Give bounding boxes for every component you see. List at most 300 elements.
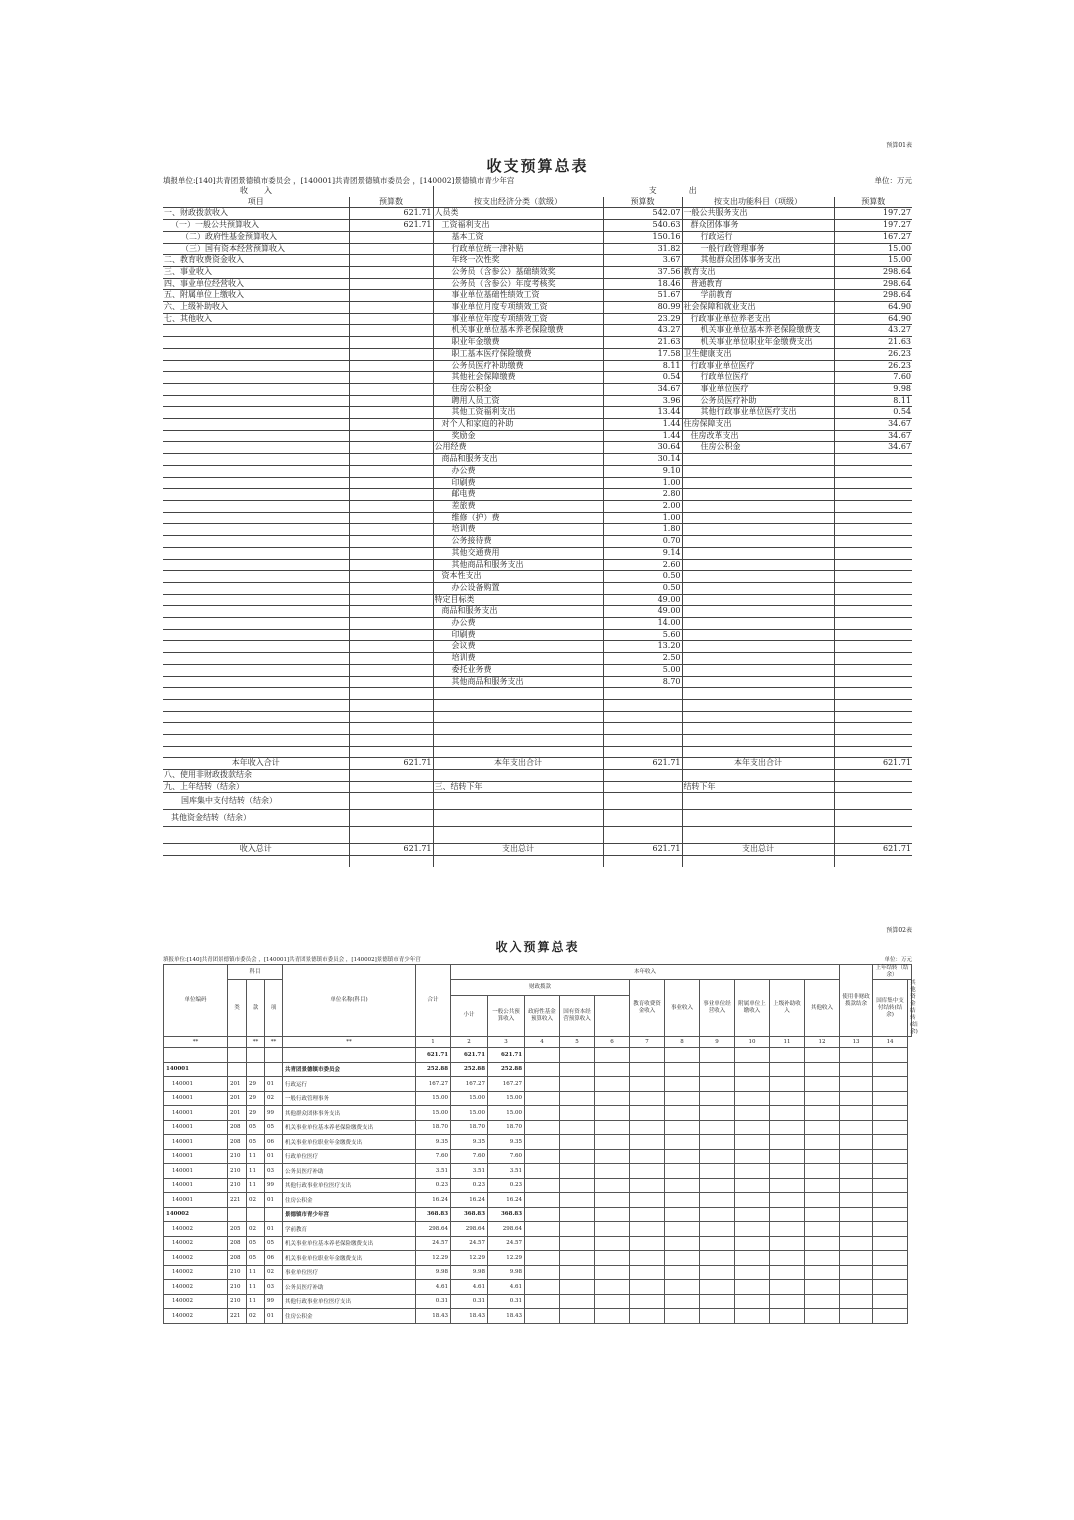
income-item bbox=[163, 641, 349, 653]
reporting-unit: 填报单位:[140]共青团景德镇市委员会 ，[140001]共青团景德镇市委员会 ，[140002]景德镇市青少年宫 bbox=[163, 176, 515, 185]
empty-row bbox=[163, 723, 912, 735]
cell-empty bbox=[770, 1120, 805, 1135]
econ-budget: 8.70 bbox=[603, 676, 682, 688]
cell-gen: 15.00 bbox=[488, 1091, 525, 1106]
cell-empty bbox=[525, 1062, 560, 1077]
income-item bbox=[163, 489, 349, 501]
cell-kuan: 11 bbox=[247, 1280, 265, 1295]
func-budget bbox=[834, 536, 912, 548]
econ-item: 聘用人员工资 bbox=[433, 395, 603, 407]
cell-empty bbox=[873, 1135, 908, 1150]
table-row bbox=[163, 442, 912, 454]
cell-lei bbox=[228, 1062, 247, 1077]
col-treasury: 国库集中支付结转(结余) bbox=[873, 980, 908, 1037]
cell-kuan: 29 bbox=[247, 1077, 265, 1092]
cell-total: 4.61 bbox=[416, 1280, 451, 1295]
cell-kuan: 11 bbox=[247, 1164, 265, 1179]
func-item bbox=[682, 559, 834, 571]
cell-empty bbox=[840, 1294, 873, 1309]
econ-item: 其他商品和服务支出 bbox=[433, 676, 603, 688]
econ-item: 公务员医疗补助缴费 bbox=[433, 360, 603, 372]
econ-budget: 1.00 bbox=[603, 512, 682, 524]
cell-empty bbox=[873, 1091, 908, 1106]
cell-name: 机关事业单位基本养老保险缴费支出 bbox=[283, 1120, 416, 1135]
income-budget bbox=[349, 524, 433, 536]
table-row bbox=[163, 676, 912, 688]
income-budget bbox=[349, 407, 433, 419]
income-item: 六、上级补助收入 bbox=[163, 302, 349, 314]
cell-empty bbox=[665, 1077, 700, 1092]
empty-row bbox=[163, 746, 912, 758]
income-item bbox=[163, 676, 349, 688]
cell-xiang bbox=[265, 1207, 283, 1222]
cell-total: 15.00 bbox=[416, 1106, 451, 1121]
func-item: 学前教育 bbox=[682, 290, 834, 302]
func-budget bbox=[834, 547, 912, 559]
func-budget bbox=[834, 465, 912, 477]
cell-gen: 7.60 bbox=[488, 1149, 525, 1164]
cell-xiang: 01 bbox=[265, 1149, 283, 1164]
func-item bbox=[682, 582, 834, 594]
table-row bbox=[163, 641, 912, 653]
cell-empty bbox=[560, 1120, 595, 1135]
cell-empty bbox=[840, 1077, 873, 1092]
cell-name: 学前教育 bbox=[283, 1222, 416, 1237]
econ-budget: 2.80 bbox=[603, 489, 682, 501]
cell-empty bbox=[700, 1309, 735, 1324]
econ-item: 会议费 bbox=[433, 641, 603, 653]
econ-item: 机关事业单位基本养老保险缴费 bbox=[433, 325, 603, 337]
cell-empty bbox=[770, 1236, 805, 1251]
func-budget: 298.64 bbox=[834, 278, 912, 290]
sheet-meta bbox=[163, 175, 912, 186]
func-budget: 15.00 bbox=[834, 243, 912, 255]
row-label: 其他资金结转（结余） bbox=[163, 810, 349, 827]
cell-gen: 621.71 bbox=[488, 1048, 525, 1063]
cell-kuan: 02 bbox=[247, 1193, 265, 1208]
econ-budget: 14.00 bbox=[603, 618, 682, 630]
col-year-income: 本年收入 bbox=[451, 965, 840, 980]
table-row bbox=[164, 1309, 912, 1324]
cell-code: 140002 bbox=[164, 1251, 228, 1266]
column-index: 10 bbox=[735, 1037, 770, 1048]
cell-empty bbox=[735, 1135, 770, 1150]
econ-budget: 30.14 bbox=[603, 454, 682, 466]
cell-empty bbox=[525, 1178, 560, 1193]
table-row bbox=[163, 208, 912, 220]
year-func-total: 621.71 bbox=[834, 758, 912, 770]
cell-total: 368.83 bbox=[416, 1207, 451, 1222]
empty-row bbox=[163, 856, 912, 867]
cell-empty bbox=[840, 1280, 873, 1295]
cell-empty bbox=[770, 1135, 805, 1150]
table-row bbox=[164, 1135, 912, 1150]
cell-empty bbox=[560, 1062, 595, 1077]
currency-unit: 单位：万元 bbox=[874, 176, 912, 185]
econ-item: 年终一次性奖 bbox=[433, 255, 603, 267]
column-index: 7 bbox=[630, 1037, 665, 1048]
cell-empty bbox=[873, 1207, 908, 1222]
func-item: 住房保障支出 bbox=[682, 419, 834, 431]
cell-kuan: 05 bbox=[247, 1251, 265, 1266]
cell-empty bbox=[700, 1294, 735, 1309]
income-item bbox=[163, 582, 349, 594]
func-budget: 298.64 bbox=[834, 290, 912, 302]
cell-lei: 210 bbox=[228, 1265, 247, 1280]
table-row bbox=[163, 290, 912, 302]
cell-empty bbox=[735, 1077, 770, 1092]
cell-empty bbox=[700, 1091, 735, 1106]
cell-empty bbox=[665, 1120, 700, 1135]
cell-name: 行政单位医疗 bbox=[283, 1149, 416, 1164]
cell-empty bbox=[665, 1251, 700, 1266]
cell-code: 140001 bbox=[164, 1091, 228, 1106]
cell-empty bbox=[595, 1048, 630, 1063]
cell-name: 机关事业单位职业年金缴费支出 bbox=[283, 1251, 416, 1266]
func-budget: 7.60 bbox=[834, 372, 912, 384]
cell-code: 140001 bbox=[164, 1149, 228, 1164]
cell-empty bbox=[770, 1222, 805, 1237]
income-item bbox=[163, 524, 349, 536]
income-item: （一）一般公共预算收入 bbox=[163, 220, 349, 232]
income-expense-summary-sheet bbox=[163, 140, 912, 867]
func-budget bbox=[834, 618, 912, 630]
income-budget bbox=[349, 676, 433, 688]
cell-lei: 221 bbox=[228, 1193, 247, 1208]
func-budget bbox=[834, 512, 912, 524]
table-row bbox=[163, 313, 912, 325]
cell-empty bbox=[665, 1178, 700, 1193]
grand-income-label: 收入总计 bbox=[163, 844, 349, 856]
econ-budget: 542.07 bbox=[603, 208, 682, 220]
func-item: 行政运行 bbox=[682, 231, 834, 243]
cell-empty bbox=[873, 1280, 908, 1295]
cell-total: 3.51 bbox=[416, 1164, 451, 1179]
cell-empty bbox=[735, 1236, 770, 1251]
cell-empty bbox=[560, 1164, 595, 1179]
cell-empty bbox=[735, 1120, 770, 1135]
cell-empty bbox=[525, 1106, 560, 1121]
cell-empty bbox=[630, 1091, 665, 1106]
col-other: 其他收入 bbox=[805, 980, 840, 1037]
cell-empty bbox=[595, 1062, 630, 1077]
cell-xiang: 02 bbox=[265, 1265, 283, 1280]
cell-empty bbox=[525, 1251, 560, 1266]
income-budget bbox=[349, 606, 433, 618]
cell-empty bbox=[595, 1265, 630, 1280]
cell-lei: 208 bbox=[228, 1120, 247, 1135]
income-item: 七、其他收入 bbox=[163, 313, 349, 325]
table-row bbox=[164, 1164, 912, 1179]
econ-item: 事业单位基础性绩效工资 bbox=[433, 290, 603, 302]
cell-empty bbox=[665, 1222, 700, 1237]
cell-xiang: 05 bbox=[265, 1236, 283, 1251]
cell-empty bbox=[805, 1077, 840, 1092]
cell-empty bbox=[735, 1222, 770, 1237]
year-econ-total-label: 本年支出合计 bbox=[433, 758, 603, 770]
econ-item: 住房公积金 bbox=[433, 383, 603, 395]
cell-empty bbox=[805, 1294, 840, 1309]
econ-budget: 80.99 bbox=[603, 302, 682, 314]
table-row bbox=[163, 559, 912, 571]
cell-empty bbox=[840, 1120, 873, 1135]
cell-code: 140002 bbox=[164, 1207, 228, 1222]
cell-empty bbox=[840, 1265, 873, 1280]
cell-empty bbox=[805, 1048, 840, 1063]
row-label: 九、上年结转（结余） bbox=[163, 781, 349, 793]
cell-empty bbox=[873, 1265, 908, 1280]
cell-kuan: 11 bbox=[247, 1178, 265, 1193]
func-item bbox=[682, 547, 834, 559]
econ-budget: 0.70 bbox=[603, 536, 682, 548]
cell-empty bbox=[805, 1178, 840, 1193]
cell-lei: 208 bbox=[228, 1236, 247, 1251]
econ-item: 基本工资 bbox=[433, 231, 603, 243]
func-item: 其他行政事业单位医疗支出 bbox=[682, 407, 834, 419]
table-row bbox=[164, 1048, 912, 1063]
econ-budget: 540.63 bbox=[603, 220, 682, 232]
cell-kuan: 11 bbox=[247, 1294, 265, 1309]
income-budget bbox=[349, 664, 433, 676]
table-row bbox=[163, 512, 912, 524]
cell-empty bbox=[735, 1106, 770, 1121]
econ-item: 办公费 bbox=[433, 465, 603, 477]
cell-gen: 167.27 bbox=[488, 1077, 525, 1092]
cell-empty bbox=[735, 1193, 770, 1208]
func-item: 其他群众团体事务支出 bbox=[682, 255, 834, 267]
cell-empty bbox=[665, 1062, 700, 1077]
cell-empty bbox=[700, 1106, 735, 1121]
table-body bbox=[163, 208, 912, 688]
header-row-2 bbox=[164, 980, 912, 996]
cell-gen: 9.98 bbox=[488, 1265, 525, 1280]
func-item bbox=[682, 489, 834, 501]
cell-lei: 201 bbox=[228, 1091, 247, 1106]
func-budget: 15.00 bbox=[834, 255, 912, 267]
func-budget bbox=[834, 653, 912, 665]
income-budget bbox=[349, 313, 433, 325]
cell-lei: 210 bbox=[228, 1164, 247, 1179]
cell-empty bbox=[700, 1280, 735, 1295]
income-budget bbox=[349, 255, 433, 267]
cell-empty bbox=[595, 1207, 630, 1222]
income-item bbox=[163, 500, 349, 512]
year-func-total-label: 本年支出合计 bbox=[682, 758, 834, 770]
cell-empty bbox=[805, 1251, 840, 1266]
cell-empty bbox=[700, 1236, 735, 1251]
totals-section bbox=[163, 688, 912, 867]
cell-empty bbox=[840, 1135, 873, 1150]
cell-empty bbox=[805, 1222, 840, 1237]
col-edu-fee: 教育收费资金收入 bbox=[630, 980, 665, 1037]
econ-item: 工资福利支出 bbox=[433, 220, 603, 232]
table-row bbox=[163, 220, 912, 232]
cell-empty bbox=[805, 1062, 840, 1077]
cell-empty bbox=[630, 1077, 665, 1092]
cell-empty bbox=[560, 1106, 595, 1121]
cell-empty bbox=[770, 1265, 805, 1280]
cell-total: 15.00 bbox=[416, 1091, 451, 1106]
table-row bbox=[164, 1062, 912, 1077]
table-row bbox=[164, 1251, 912, 1266]
cell-empty bbox=[665, 1106, 700, 1121]
econ-budget: 150.16 bbox=[603, 231, 682, 243]
econ-budget: 5.00 bbox=[603, 664, 682, 676]
func-item: 一般公共服务支出 bbox=[682, 208, 834, 220]
func-item: 群众团体事务 bbox=[682, 220, 834, 232]
income-budget bbox=[349, 618, 433, 630]
econ-budget: 37.56 bbox=[603, 266, 682, 278]
cell-xiang bbox=[265, 1048, 283, 1063]
income-budget bbox=[349, 231, 433, 243]
cell-empty bbox=[630, 1309, 665, 1324]
form-code: 预算02表 bbox=[886, 927, 912, 934]
cell-kuan: 29 bbox=[247, 1091, 265, 1106]
cell-sub: 298.64 bbox=[451, 1222, 488, 1237]
income-item bbox=[163, 629, 349, 641]
econ-budget: 8.11 bbox=[603, 360, 682, 372]
cell-empty bbox=[630, 1106, 665, 1121]
form-code: 预算01表 bbox=[886, 142, 912, 149]
column-index-row bbox=[164, 1037, 912, 1048]
cell-empty bbox=[805, 1091, 840, 1106]
cell-empty bbox=[525, 1077, 560, 1092]
func-item: 社会保障和就业支出 bbox=[682, 302, 834, 314]
cell-kuan bbox=[247, 1062, 265, 1077]
income-item bbox=[163, 430, 349, 442]
cell-name: 其他行政事业单位医疗支出 bbox=[283, 1294, 416, 1309]
cell-empty bbox=[525, 1193, 560, 1208]
econ-budget: 1.00 bbox=[603, 477, 682, 489]
econ-budget: 1.80 bbox=[603, 524, 682, 536]
cell-empty bbox=[700, 1193, 735, 1208]
cell-empty bbox=[735, 1207, 770, 1222]
table-row bbox=[163, 594, 912, 606]
income-budget bbox=[349, 243, 433, 255]
func-budget: 64.90 bbox=[834, 313, 912, 325]
func-item bbox=[682, 454, 834, 466]
cell-empty bbox=[595, 1193, 630, 1208]
cell-empty bbox=[805, 1106, 840, 1121]
table-row bbox=[163, 430, 912, 442]
table-row bbox=[164, 1149, 912, 1164]
table-row bbox=[163, 465, 912, 477]
income-item: 一、财政拨款收入 bbox=[163, 208, 349, 220]
func-item: 行政单位医疗 bbox=[682, 372, 834, 384]
cell-xiang: 01 bbox=[265, 1077, 283, 1092]
col-kuan: 款 bbox=[247, 980, 265, 1037]
income-budget bbox=[349, 571, 433, 583]
func-item bbox=[682, 571, 834, 583]
cell-xiang: 01 bbox=[265, 1193, 283, 1208]
func-budget: 43.27 bbox=[834, 325, 912, 337]
func-budget: 34.67 bbox=[834, 419, 912, 431]
cell-code: 140002 bbox=[164, 1236, 228, 1251]
expense-section-header: 支 出 bbox=[433, 186, 912, 197]
econ-item: 商品和服务支出 bbox=[433, 454, 603, 466]
income-budget bbox=[349, 302, 433, 314]
func-item bbox=[682, 594, 834, 606]
cell-empty bbox=[630, 1222, 665, 1237]
cell-sub: 7.60 bbox=[451, 1149, 488, 1164]
column-index: 6 bbox=[595, 1037, 630, 1048]
cell-empty bbox=[735, 1048, 770, 1063]
cell-empty bbox=[770, 1294, 805, 1309]
func-item bbox=[682, 629, 834, 641]
cell-empty bbox=[560, 1309, 595, 1324]
cell-gen: 368.83 bbox=[488, 1207, 525, 1222]
cell-lei: 210 bbox=[228, 1178, 247, 1193]
col-total: 合计 bbox=[416, 965, 451, 1037]
func-budget: 8.11 bbox=[834, 395, 912, 407]
grand-econ: 621.71 bbox=[603, 844, 682, 856]
cell-xiang: 99 bbox=[265, 1106, 283, 1121]
cell-empty bbox=[840, 1048, 873, 1063]
col-fiscal: 财政拨款 bbox=[451, 980, 630, 996]
econ-budget: 0.50 bbox=[603, 582, 682, 594]
cell-empty bbox=[560, 1178, 595, 1193]
cell-code: 140002 bbox=[164, 1309, 228, 1324]
cell-empty bbox=[873, 1294, 908, 1309]
econ-item: 印刷费 bbox=[433, 477, 603, 489]
func-item bbox=[682, 664, 834, 676]
cell-sub: 167.27 bbox=[451, 1077, 488, 1092]
carryover-row bbox=[163, 781, 912, 793]
econ-item: 职业年金缴费 bbox=[433, 337, 603, 349]
cell-empty bbox=[805, 1309, 840, 1324]
func-budget: 26.23 bbox=[834, 360, 912, 372]
cell-sub: 3.51 bbox=[451, 1164, 488, 1179]
income-budget bbox=[349, 278, 433, 290]
cell-empty bbox=[560, 1193, 595, 1208]
cell-xiang: 03 bbox=[265, 1164, 283, 1179]
col-xiang: 项 bbox=[265, 980, 283, 1037]
cell-lei: 201 bbox=[228, 1077, 247, 1092]
cell-sub: 252.88 bbox=[451, 1062, 488, 1077]
func-budget: 167.27 bbox=[834, 231, 912, 243]
cell-empty bbox=[595, 1251, 630, 1266]
econ-item: 委托业务费 bbox=[433, 664, 603, 676]
cell-name: 事业单位医疗 bbox=[283, 1265, 416, 1280]
carry-forward-label: 结转下年 bbox=[682, 781, 834, 793]
cell-empty bbox=[630, 1135, 665, 1150]
table-row bbox=[163, 337, 912, 349]
income-budget bbox=[349, 383, 433, 395]
cell-empty bbox=[560, 1236, 595, 1251]
year-total-row bbox=[163, 758, 912, 770]
cell-empty bbox=[595, 1280, 630, 1295]
cell-empty bbox=[735, 1265, 770, 1280]
econ-budget: 49.00 bbox=[603, 594, 682, 606]
cell-kuan: 05 bbox=[247, 1236, 265, 1251]
income-budget bbox=[349, 419, 433, 431]
econ-item: 印刷费 bbox=[433, 629, 603, 641]
col-operate: 事业单位经营收入 bbox=[700, 980, 735, 1037]
econ-budget: 30.64 bbox=[603, 442, 682, 454]
cell-xiang: 01 bbox=[265, 1309, 283, 1324]
cell-total: 24.57 bbox=[416, 1236, 451, 1251]
econ-item: 其他社会保障缴费 bbox=[433, 372, 603, 384]
col-subtotal: 小计 bbox=[451, 995, 488, 1036]
econ-item: 行政单位统一津补贴 bbox=[433, 243, 603, 255]
econ-budget: 2.00 bbox=[603, 500, 682, 512]
cell-empty bbox=[805, 1265, 840, 1280]
cell-empty bbox=[560, 1265, 595, 1280]
income-budget bbox=[349, 430, 433, 442]
func-budget: 197.27 bbox=[834, 208, 912, 220]
column-index: 12 bbox=[805, 1037, 840, 1048]
cell-total: 7.60 bbox=[416, 1149, 451, 1164]
